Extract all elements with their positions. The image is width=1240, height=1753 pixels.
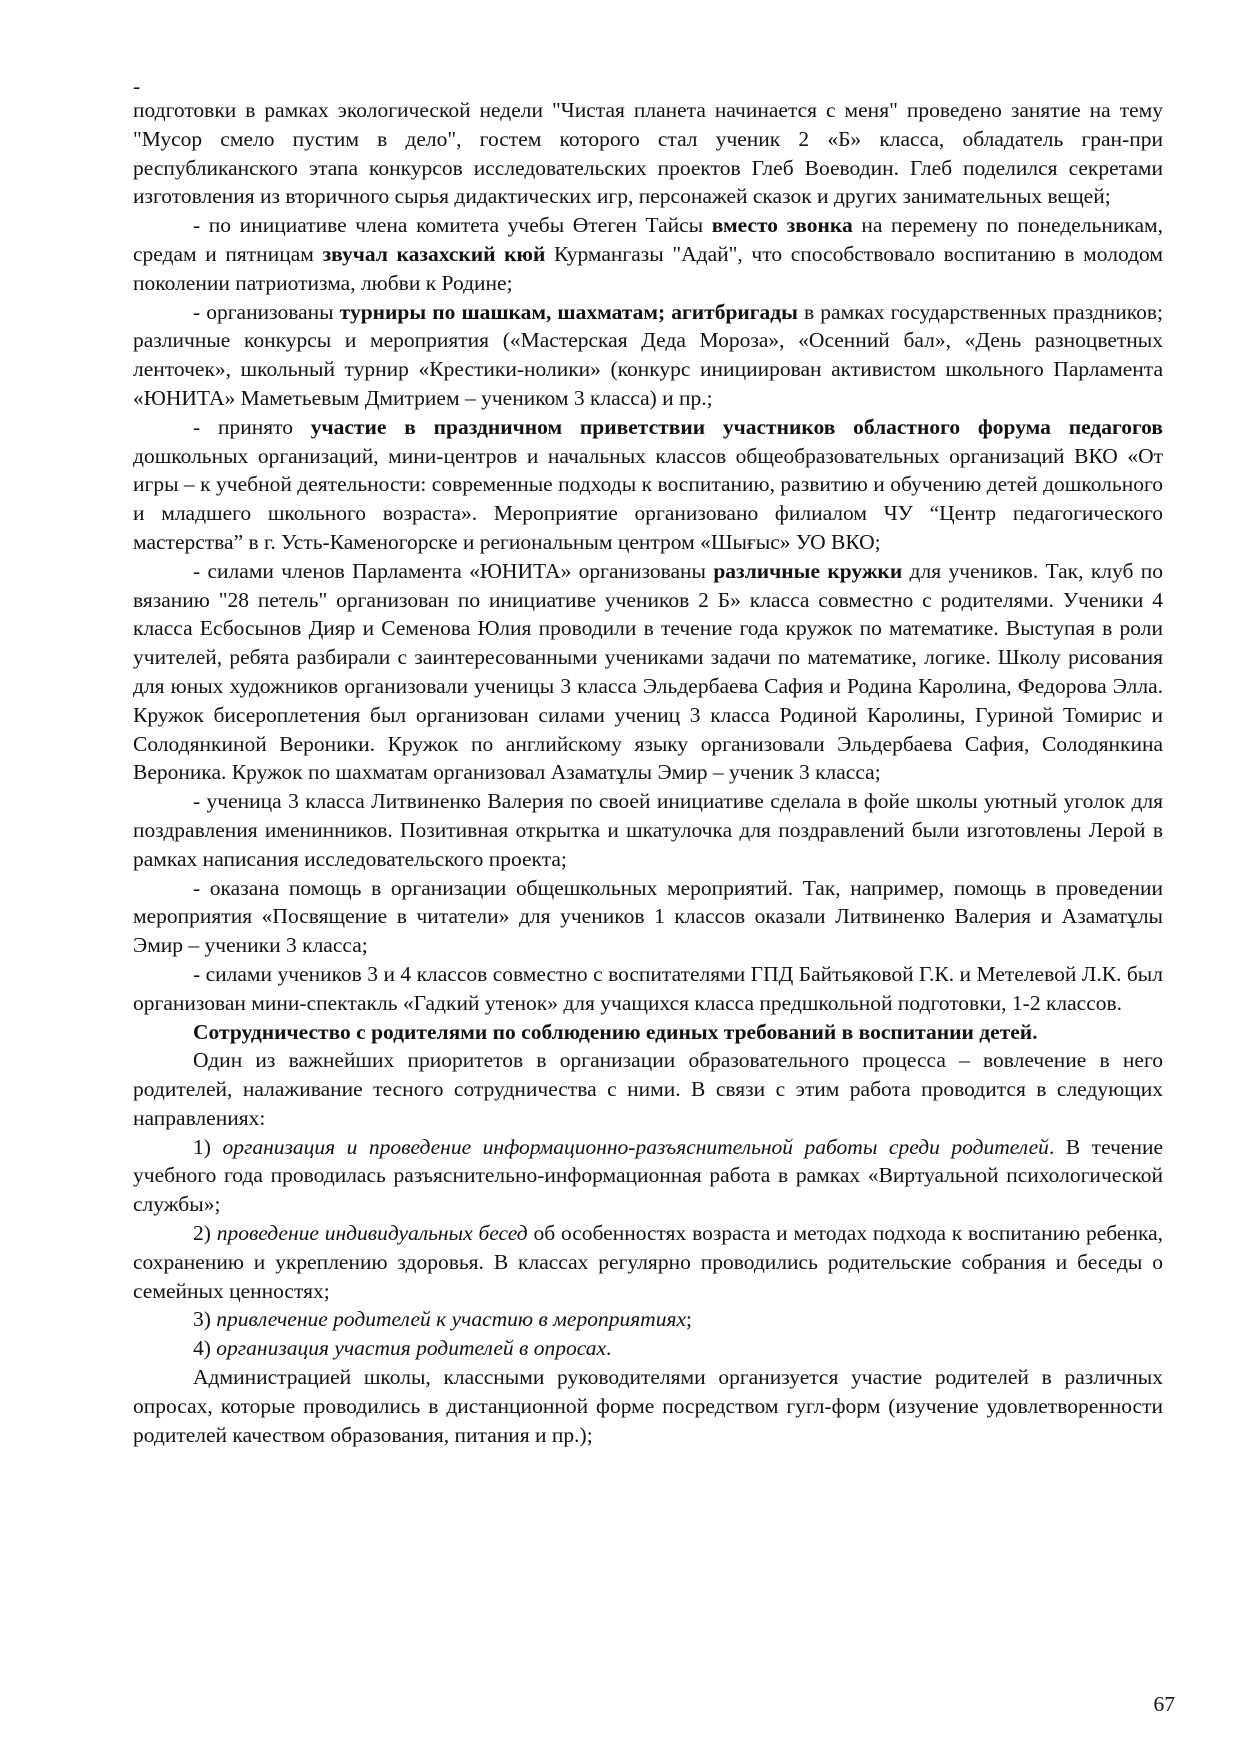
- text-run: - оказана помощь в организации общешкольных мероприятий. Так, например, помощь в проведении мероприятия «Посвящение в читатели» для учеников 1 классов оказали Литвиненко Валерия и Азаматұлы Эмир – ученики 3 класса;: [133, 875, 1163, 958]
- text-run: об особенностях возраста и методах подхода к воспитанию ребенка, сохранению и укреплению здоровья. В классах регулярно проводились родительские собрания и беседы о семейных ценностях;: [133, 1221, 1163, 1303]
- list-item-4: [133, 1334, 1163, 1363]
- text-run: для учеников. Так, клуб по вязанию "28 петель" организован по инициативе учеников 2 Б» класса совместно с родителями. Ученики 4 класса Есбосынов Дияр и Семенова Юлия проводили в течение года кружок по математике. Выступая в роли учителей, ребята разбирали с заинтересованными учениками задачи по математике, логике. Школу рисования для юных художников организовали ученицы 3 класса Эльдербаева Сафия и Родина Каролина, Федорова Элла. Кружок бисероплетения был организован силами учениц 3 класса Родиной Каролины, Гуриной Томирис и Солодянкиной Вероники. Кружок по английскому языку организовали Эльдербаева Сафия, Солодянкина Вероника. Кружок по шахматам организовал Азаматұлы Эмир – ученик 3 класса;: [133, 558, 1163, 785]
- document-body: [133, 72, 1163, 1449]
- text-run: 4): [193, 1336, 217, 1361]
- list-item-3: [133, 1305, 1163, 1334]
- text-run: . В течение учебного года проводилась разъяснительно-информационная работа в рамках «Виртуальной психологической службы»;: [133, 1134, 1163, 1217]
- bold-text: Сотрудничество с родителями по соблюдению единых требований в воспитании детей.: [193, 1019, 1038, 1044]
- paragraph-birthday-corner: [133, 787, 1163, 873]
- text-run: 2): [193, 1221, 217, 1246]
- paragraph-event-help: [133, 874, 1163, 960]
- text-run: Один из важнейших приоритетов в организации образовательного процесса – вовлечение в него родителей, налаживание тесного сотрудничества с ними. В связи с этим работа проводится в следующих направлениях:: [133, 1048, 1163, 1130]
- section-heading-parents: [133, 1018, 1163, 1047]
- text-run: 3): [193, 1307, 217, 1332]
- text-run: - ученица 3 класса Литвиненко Валерия по своей инициативе сделала в фойе школы уютный уголок для поздравления именинников. Позитивная открытка и шкатулочка для поздравлений были изготовлены Лерой в рамках написания исследовательского проекта;: [133, 789, 1163, 871]
- paragraph-parents-intro: [133, 1046, 1163, 1132]
- page-number: 67: [1153, 1692, 1175, 1716]
- bold-text: звучал казахский кюй: [322, 241, 546, 266]
- bold-text: различные кружки: [713, 558, 903, 583]
- italic-text: проведение индивидуальных бесед: [216, 1221, 528, 1246]
- list-item-1: [133, 1133, 1163, 1219]
- text-run: - силами учеников 3 и 4 классов совместно с воспитателями ГПД Байтьяковой Г.К. и Метелевой Л.К. был организован мини-спектакль «Гадкий утенок» для учащихся класса предшкольной подготовки, 1-2 классов.: [133, 961, 1163, 1015]
- text-run: - силами членов Парламента «ЮНИТА» организованы: [193, 558, 714, 583]
- bold-text: турниры по шашкам, шахматам; агитбригады: [339, 299, 798, 324]
- text-run: дошкольных организаций, мини-центров и начальных классов общеобразовательных организаций ВКО «От игры – к учебной деятельности: современные подходы к воспитанию, развитию и обучению детей дошкольного и младшего школьного возраста». Мероприятие организовано филиалом ЧУ “Центр педагогического мастерства” в г. Усть-Каменогорске и региональным центром «Шығыс» УО ВКО;: [133, 443, 1163, 554]
- italic-text: организация и проведение информационно-разъяснительной работы среди родителей: [222, 1134, 1049, 1159]
- text-run: - организованы: [193, 299, 340, 324]
- text-run: Администрацией школы, классными руководителями организуется участие родителей в различных опросах, которые проводились в дистанционной форме посредством гугл-форм (изучение удовлетворенности родителей качеством образования, питания и пр.);: [133, 1365, 1163, 1447]
- text-run: Курмангазы "Адай", что способствовало воспитанию в молодом поколении патриотизма, любви к Родине;: [133, 241, 1163, 295]
- paragraph-surveys: [133, 1363, 1163, 1449]
- paragraph-tournaments: [133, 298, 1163, 413]
- paragraph-clubs: [133, 557, 1163, 787]
- text-run: ;: [686, 1307, 692, 1332]
- top-dash-mark: -: [133, 74, 141, 98]
- paragraph-ecology-lesson: [133, 96, 1163, 211]
- italic-text: привлечение родителей к участию в мероприятиях: [216, 1307, 687, 1332]
- paragraph-kui-instead-of-bell: [133, 211, 1163, 297]
- bold-text: вместо звонка: [711, 213, 853, 238]
- italic-text: организация участия родителей в опросах: [216, 1336, 607, 1361]
- paragraph-forum-greeting: [133, 413, 1163, 557]
- text-run: - по инициативе члена комитета учебы Өтеген Тайсы: [193, 213, 712, 238]
- text-run: 1): [193, 1134, 223, 1159]
- text-run: на перемену по понедельникам, средам и пятницам: [133, 213, 1164, 266]
- text-run: подготовки в рамках экологической недели "Чистая планета начинается с меня" проведено занятие на тему "Мусор смело пустим в дело", гостем которого стал ученик 2 «Б» класса, обладатель гран-при республиканского этапа конкурсов исследовательских проектов Глеб Воеводин. Глеб поделился секретами изготовления из вторичного сырья дидактических игр, персонажей сказок и других занимательных вещей;: [133, 98, 1163, 209]
- text-run: - принято: [193, 414, 311, 439]
- paragraph-mini-play: [133, 960, 1163, 1018]
- list-item-2: [133, 1219, 1163, 1305]
- bold-text: участие в праздничном приветствии участников областного форума педагогов: [310, 414, 1163, 439]
- text-run: .: [606, 1336, 612, 1361]
- text-run: в рамках государственных праздников; различные конкурсы и мероприятия («Мастерская Деда Мороза», «Осенний бал», «День разноцветных ленточек», школьный турнир «Крестики-нолики» (конкурс инициирован активистом школьного Парламента «ЮНИТА» Маметьевым Дмитрием – учеником 3 класса) и пр.;: [133, 299, 1163, 410]
